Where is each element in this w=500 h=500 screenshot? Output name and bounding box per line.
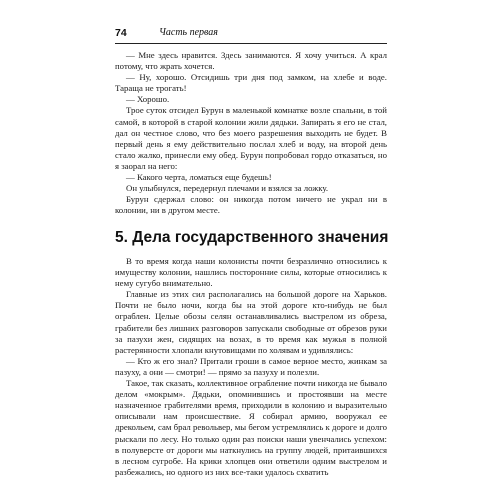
paragraph: — Кто ж его знал? Притали гроши в самое верное место, жинкам за пазуху, а они — смотри! — прямо за пазуху и полезли. xyxy=(115,355,387,377)
paragraph: Он улыбнулся, передернул плечами и взялся за ложку. xyxy=(126,183,329,194)
section-heading: 5. Дела государственного значения xyxy=(115,229,389,246)
paragraph: Такое, так сказать, коллективное ограбление почти никогда не бывало делом «мокрым». Дядьки, опомнившись и простоявши на месте назначенное грабителями время, приходили в колонию и выразительно описывали нам происшествие. Я собирал армию, вооружал ее дрекольем, сам брал револьвер, мы бегом устремлялись к дороге и долго рыскали по лесу. Но только один раз поиски наши увенчались успехом: в полуверсте от дороги мы наткнулись на группу людей, притаившихся в лесном сугробе. На крики хлопцев они ответили одним выстрелом и разбежались, но одного из них все-таки удалось схватить xyxy=(115,378,387,477)
body-text-after xyxy=(115,256,387,478)
page-header xyxy=(115,27,387,41)
running-head: Часть первая xyxy=(159,27,218,38)
paragraph: — Ну, хорошо. Отсидишь три дня под замком, на хлебе и воде. Тараща не трогать! xyxy=(115,72,387,94)
paragraph: — Какого черта, ломаться еще будешь! xyxy=(126,172,272,183)
paragraph: Бурун сдержал слово: он никогда потом ничего не украл ни в колонии, ни в другом месте. xyxy=(115,194,387,216)
paragraph: — Мне здесь нравится. Здесь занимаются. Я хочу учиться. А крал потому, что жрать хочется. xyxy=(115,50,387,72)
page-number: 74 xyxy=(115,27,127,39)
paragraph: — Хорошо. xyxy=(126,94,170,105)
body-text-before xyxy=(115,50,387,216)
paragraph: В то время когда наши колонисты почти безразлично относились к имуществу колонии, нашлись посторонние силы, которые относились к нему сугубо внимательно. xyxy=(115,256,387,289)
header-rule xyxy=(115,43,387,44)
paragraph: Главные из этих сил располагались на большой дороге на Харьков. Почти не было ночи, когда бы на этой дороге кто-нибудь не был ограблен. Целые обозы селян останавливались выстрелом из обреза, грабители без лишних разговоров запускали свободные от обрезов руки за пазухи жен, сидящих на возах, в то время как мужья в полной растерянности хлопали кнутовищами по холявам и удивлялись: xyxy=(115,289,387,355)
paragraph: Трое суток отсидел Бурун в маленькой комнатке возле спальни, в той самой, в которой в старой колонии жили дядьки. Запирать я его не стал, дал он честное слово, что без моего разрешения выходить не будет. В первый день я ему действительно послал хлеб и воду, на второй день стало жалко, принесли ему обед. Бурун попробовал гордо отказаться, но я заорал на него: xyxy=(115,105,387,171)
